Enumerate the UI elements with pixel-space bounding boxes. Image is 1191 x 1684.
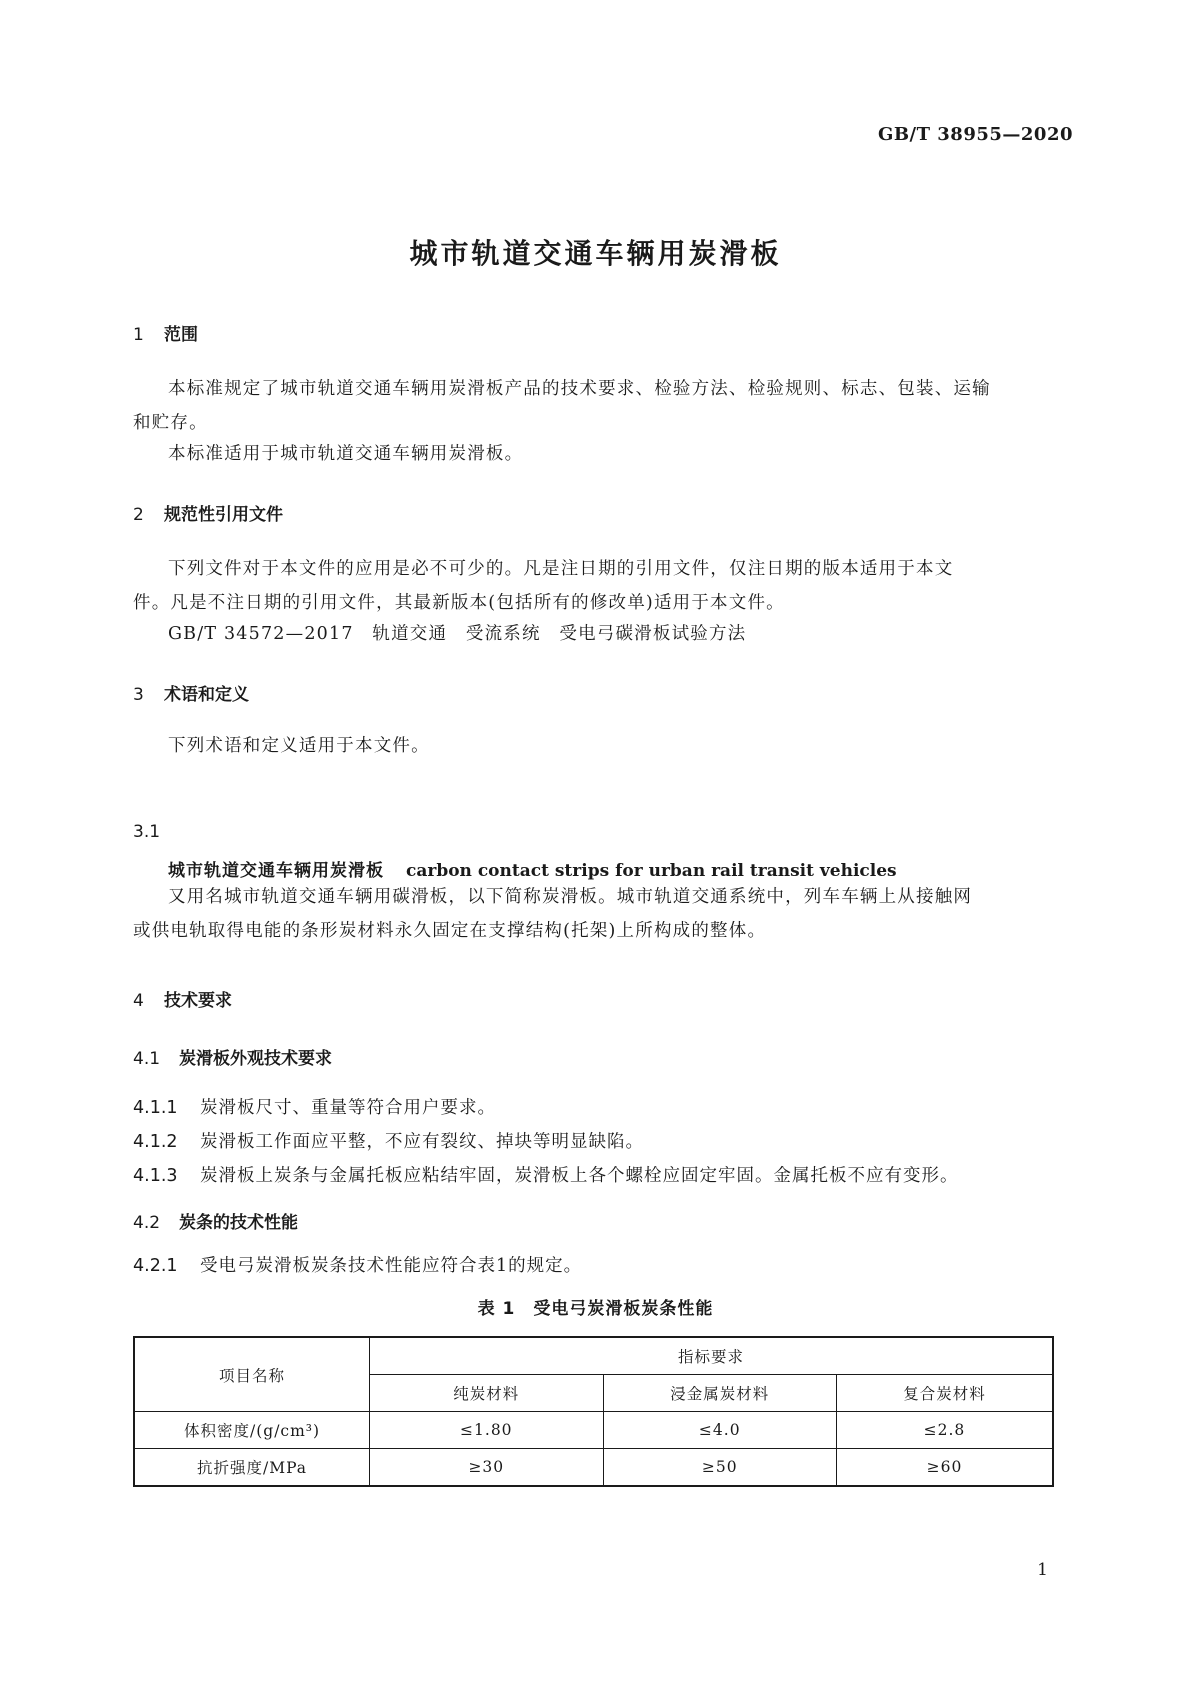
row-label: 体积密度/(g/cm³) [134, 1412, 370, 1449]
section-2-heading [133, 500, 283, 525]
text-line: 或供电轨取得电能的条形炭材料永久固定在支撑结构(托架)上所构成的整体。 [133, 921, 767, 941]
table-header-row [134, 1337, 1053, 1375]
table-cell: ≥60 [836, 1449, 1053, 1487]
section-3-heading [133, 680, 249, 705]
text-line: 件。凡是不注日期的引用文件，其最新版本(包括所有的修改单)适用于本文件。 [133, 593, 785, 613]
clause-4-2-1 [133, 1252, 582, 1277]
clause-text: 受电弓炭滑板炭条技术性能应符合表1的规定。 [200, 1256, 583, 1276]
section-title: 范围 [164, 325, 198, 345]
column-header: 复合炭材料 [836, 1375, 1053, 1412]
term-definition [133, 880, 1054, 948]
section-2-paragraph-1 [133, 552, 1054, 620]
table-caption: 表 1 受电弓炭滑板炭条性能 [477, 1299, 714, 1319]
section-number: 1 [133, 325, 144, 345]
section-title: 规范性引用文件 [164, 505, 283, 525]
term-chinese: 城市轨道交通车辆用炭滑板 [168, 861, 384, 881]
section-number: 4 [133, 991, 144, 1011]
table-row [134, 1449, 1053, 1487]
section-number: 3 [133, 685, 144, 705]
text-line: 下列文件对于本文件的应用是必不可少的。凡是注日期的引用文件，仅注日期的版本适用于本文 [168, 559, 954, 579]
subsection-title: 炭条的技术性能 [179, 1213, 298, 1233]
column-header: 纯炭材料 [370, 1375, 603, 1412]
clause-text: 炭滑板上炭条与金属托板应粘结牢固，炭滑板上各个螺栓应固定牢固。金属托板不应有变形。 [200, 1166, 959, 1186]
clause-4-1-2 [133, 1128, 644, 1153]
term-entry [168, 856, 897, 881]
subsection-4-2-heading [133, 1208, 298, 1233]
table-cell: ≤1.80 [370, 1412, 603, 1449]
clause-number: 4.1.3 [133, 1166, 178, 1186]
term-english: carbon contact strips for urban rail transit vehicles [406, 861, 897, 881]
clause-4-1-1 [133, 1094, 496, 1119]
normative-reference: GB/T 34572—2017 轨道交通 受流系统 受电弓碳滑板试验方法 [168, 624, 747, 644]
section-title: 术语和定义 [164, 685, 249, 705]
carbon-strip-performance-table [133, 1336, 1054, 1487]
section-1-paragraph-1 [133, 372, 1054, 440]
subsection-4-1-heading [133, 1044, 332, 1069]
clause-number: 4.1.1 [133, 1098, 178, 1118]
page-number: 1 [1037, 1560, 1048, 1580]
table-row [134, 1412, 1053, 1449]
section-1-paragraph-2: 本标准适用于城市轨道交通车辆用炭滑板。 [168, 444, 524, 464]
document-title: 城市轨道交通车辆用炭滑板 [409, 237, 782, 270]
section-1-heading [133, 320, 198, 345]
standard-number: GB/T 38955—2020 [877, 124, 1073, 145]
section-4-heading [133, 986, 232, 1011]
section-number: 2 [133, 505, 144, 525]
header-item-name: 项目名称 [134, 1337, 370, 1412]
header-requirements: 指标要求 [370, 1337, 1053, 1375]
section-3-paragraph-1: 下列术语和定义适用于本文件。 [168, 736, 430, 756]
subsection-title: 炭滑板外观技术要求 [179, 1049, 332, 1069]
text-line: 和贮存。 [133, 413, 208, 433]
table-cell: ≥30 [370, 1449, 603, 1487]
section-title: 技术要求 [164, 991, 232, 1011]
clause-number: 4.1.2 [133, 1132, 178, 1152]
table-cell: ≤4.0 [603, 1412, 836, 1449]
clause-text: 炭滑板尺寸、重量等符合用户要求。 [200, 1098, 496, 1118]
clause-number: 4.2.1 [133, 1256, 178, 1276]
subsection-number: 4.1 [133, 1049, 161, 1069]
text-line: 又用名城市轨道交通车辆用碳滑板，以下简称炭滑板。城市轨道交通系统中，列车车辆上从接触网 [168, 887, 973, 907]
subsection-number: 4.2 [133, 1213, 161, 1233]
column-header: 浸金属炭材料 [603, 1375, 836, 1412]
table-cell: ≤2.8 [836, 1412, 1053, 1449]
row-label: 抗折强度/MPa [134, 1449, 370, 1487]
table-cell: ≥50 [603, 1449, 836, 1487]
text-line: 本标准规定了城市轨道交通车辆用炭滑板产品的技术要求、检验方法、检验规则、标志、包装、运输 [168, 379, 991, 399]
clause-4-1-3 [133, 1162, 959, 1187]
term-number: 3.1 [133, 822, 161, 842]
clause-text: 炭滑板工作面应平整，不应有裂纹、掉块等明显缺陷。 [200, 1132, 644, 1152]
